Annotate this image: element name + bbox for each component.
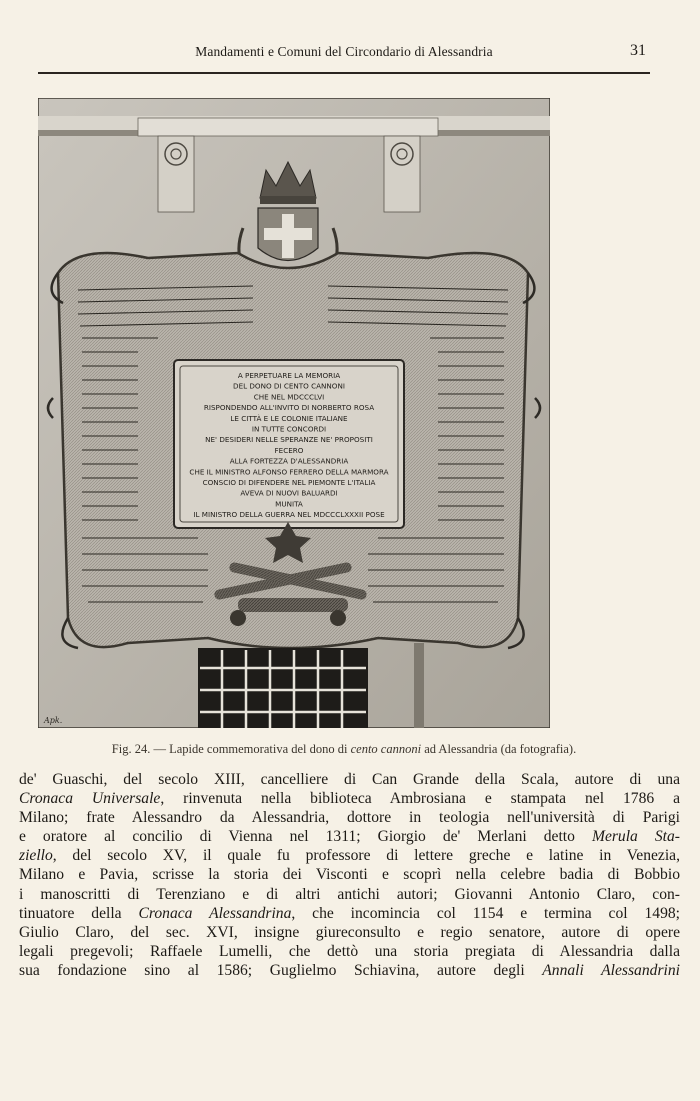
italic-name: ziello xyxy=(19,847,53,865)
text-run: Milano; frate Alessandro da Alessandria, dottore in teologia nell'università di Parigi xyxy=(19,809,680,827)
right-corbel xyxy=(384,136,420,212)
inscription-line: IL MINISTRO DELLA GUERRA NEL MDCCCLXXXII POSE xyxy=(193,510,385,520)
text-line xyxy=(19,827,680,846)
text-run: , che incomincia col 1154 e termina col 1498; xyxy=(291,904,680,922)
text-line xyxy=(19,770,680,789)
inscription-line: A PERPETUARE LA MEMORIA xyxy=(237,371,341,380)
text-line xyxy=(19,885,680,904)
inscription-line: MUNITA xyxy=(275,499,303,509)
text-line xyxy=(19,789,680,808)
text-line xyxy=(19,961,680,980)
text-run: Giulio Claro, del sec. XVI, insigne giureconsulto e regio senatore, autore di opere xyxy=(19,923,680,941)
header-rule xyxy=(38,72,650,74)
caption-italic: cento cannoni xyxy=(350,742,422,756)
inscription-line: CONSCIO DI DIFENDERE NEL PIEMONTE L'ITALIA xyxy=(202,478,376,487)
text-run: tinuatore della xyxy=(19,904,139,922)
inscription-line: LE CITTÀ E LE COLONIE ITALIANE xyxy=(230,413,348,423)
text-run: , rinvenuta nella biblioteca Ambrosiana e stampata nel 1786 a xyxy=(160,790,680,808)
plaque-illustration xyxy=(38,98,550,728)
inscription-line: ALLA FORTEZZA D'ALESSANDRIA xyxy=(229,456,349,466)
caption-suffix: ad Alessandria (da fotografia). xyxy=(421,742,577,756)
text-line xyxy=(19,865,680,884)
inscription-line: AVEVA DI NUOVI BALUARDI xyxy=(240,488,338,498)
engraver-mark: Apk. xyxy=(44,716,63,725)
page-number: 31 xyxy=(630,42,646,59)
text-run: de' Guaschi, del secolo XIII, cancelliere di Can Grande della Scala, autore di una xyxy=(19,771,680,788)
running-title: Mandamenti e Comuni del Circondario di Alessandria xyxy=(195,44,493,59)
caption-prefix: Fig. 24. — Lapide commemorativa del dono di xyxy=(111,742,351,756)
text-run: sua fondazione sino al 1586; Guglielmo Schiavina, autore degli xyxy=(19,961,543,979)
figure-caption xyxy=(38,742,650,757)
body-paragraph xyxy=(19,770,680,980)
italic-title: Cronaca Alessandrina xyxy=(138,904,292,922)
text-run: Milano e Pavia, scrisse la storia dei Visconti e scoprì nella celebre badia di Bobbio xyxy=(19,866,680,884)
text-run: i manoscritti di Terenziano e di altri antichi autori; Giovanni Antonio Claro, con- xyxy=(19,885,680,903)
left-corbel xyxy=(158,136,194,212)
text-run: legali pregevoli; Raffaele Lumelli, che dettò una storia pregiata di Alessandria dalla xyxy=(19,942,680,960)
text-line xyxy=(19,846,680,865)
text-line xyxy=(19,904,680,923)
inscription-line: NE' DESIDERI NELLE SPERANZE NE' PROPOSITI xyxy=(205,435,373,445)
window-grille xyxy=(198,648,368,728)
inscription-line: FECERO xyxy=(274,445,304,455)
inscription-line: CHE IL MINISTRO ALFONSO FERRERO DELLA MARMORA xyxy=(189,467,389,477)
italic-title: Annali Alessandrini xyxy=(542,961,680,979)
text-line xyxy=(19,808,680,827)
inscription-line: RISPONDENDO ALL'INVITO DI NORBERTO ROSA xyxy=(203,403,375,413)
text-run: e oratore al concilio di Vienna nel 1311; Giorgio de' Merlani detto xyxy=(19,828,592,846)
text-run: , del secolo XV, il quale fu professore di lettere greche e latine in Venezia, xyxy=(52,847,680,865)
inscription-line: DEL DONO DI CENTO CANNONI xyxy=(233,381,345,391)
inscription-line: CHE NEL MDCCCLVI xyxy=(253,392,325,402)
italic-title: Cronaca Universale xyxy=(19,790,161,808)
plaque-photograph xyxy=(38,98,550,728)
page-header xyxy=(38,40,650,70)
text-line xyxy=(19,923,680,942)
text-line xyxy=(19,942,680,961)
inscription-line: IN TUTTE CONCORDI xyxy=(251,424,327,434)
italic-name: Merula Sta- xyxy=(591,828,680,846)
